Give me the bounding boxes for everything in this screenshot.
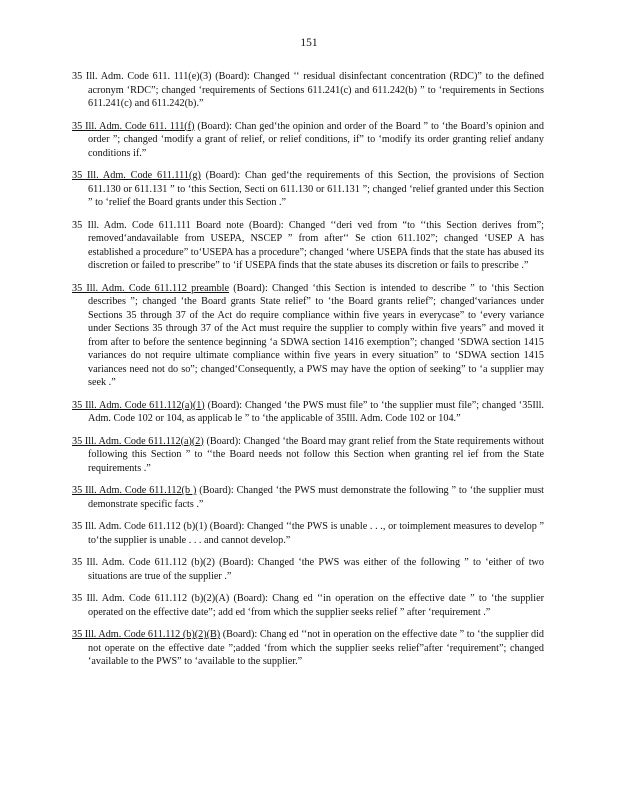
entry-citation: 35 Ill. Adm. Code 611.111(g) [72, 170, 201, 181]
list-item [72, 484, 544, 511]
entry-citation: 35 Ill. Adm. Code 611.112 (b)(2)(A) [72, 593, 230, 604]
list-item [72, 70, 544, 111]
list-item [72, 556, 544, 583]
entry-text: (Board): Changed ‘‘deri ved from “to ‘‘this Section derives from”; removed‘andavailable from USEPA, NSCEP ” from after‘‘ Se ction 611.102”; changed ‘USEP A has established a procedure” to‘USEPA has a procedure”; changed ‘where USEPA finds that the state has abused its discretion or failed to prescribe” to ‘if USEPA finds that the state abuses its discretion or fails to prescribe .” [88, 219, 544, 271]
entry-citation: 35 Ill. Adm. Code 611.112 (b)(2) [72, 557, 215, 568]
entry-text: (Board): Changed ‘the PWS must file” to ‘the supplier must file”; changed ‘35Ill. Adm. Code 102 or 104, as applicab le ” to ‘the applicable of 35Ill. Adm. Code 102 or 104.” [88, 399, 544, 424]
entry-citation: 35 Ill. Adm. Code 611.112(b ) [72, 485, 197, 496]
entry-text: (Board): Changed ‘the Board may grant relief from the State requirements without following this Section ” to ‘‘the Board needs not follow this Section when granting rel ief from the State requirements .” [88, 435, 544, 474]
entry-text: (Board): Chan ged‘the requirements of this Section, the provisions of Section 611.130 or 611.131 ” to ‘this Section, Secti on 611.130 or 611.131 ”; changed ‘relief granted under this Section ” to ‘relief the Board grants under this Section .” [88, 170, 544, 208]
entry-text: (Board): Chang ed ‘‘not in operation on the effective date ” to ‘the supplier did not operate on the effective date ”;added ‘from which the supplier seeks relief”after ‘requirement”; changed ‘available to the PWS” to ‘available to the supplier.” [88, 629, 544, 667]
entry-text: (Board): Changed ‘‘the PWS is unable . . ., or toimplement measures to develop ” to‘the supplier is unable . . . and cannot develop.” [88, 521, 544, 546]
list-item [72, 169, 544, 210]
entry-text: (Board): Changed ‘‘ residual disinfectant concentration (RDC)” to the defined acronym ‘RDC”; changed ‘requirements of Sections 611.241(c) and 611.242(b) ” to ‘requirements in Sections 611.241(c) and 611.242(b).” [88, 71, 545, 109]
list-item [72, 520, 544, 547]
entry-text: (Board): Changed ‘the PWS must demonstrate the following ” to ‘the supplier must demonstrate specific facts .” [88, 485, 545, 510]
entry-text: (Board): Changed ‘this Section is intended to describe ” to ‘this Section describes ”; changed ‘the Board grants State relief” to ‘the Board grants relief”; changed‘variances under Sections 35 through 37 of the Act do require compliance within five years in everycase” to ‘every variance under Sections 35 through 37 of the Act must require the supplier to comply within five years” and moved it from after to before the sentence beginning ‘a SDWA section 1416 exemption”; changed ‘SDWA section 1415 variances do not require ultimate compliance within five years in every situation” to ‘SDWA section 1415 variances need not do so”; changed‘Consequently, a PWS may have the option of seeking” to ‘a supplier may seek .” [88, 282, 545, 388]
entry-citation: 35 Ill. Adm. Code 611. 111(e)(3) [72, 71, 212, 82]
list-item [72, 282, 544, 390]
entry-citation: 35 Ill. Adm. Code 611.111 Board note [72, 219, 244, 231]
list-item [72, 592, 544, 619]
entry-citation: 35 Ill. Adm. Code 611.112 preamble [72, 282, 230, 294]
entry-text: (Board): Changed ‘the PWS was either of the following ” to ‘either of two situations are true of the supplier .” [88, 557, 544, 582]
list-item [72, 399, 544, 426]
list-item [72, 435, 544, 476]
list-item [72, 628, 544, 669]
entry-text: (Board): Chan ged‘the opinion and order of the Board ” to ‘the Board’s opinion and order ”; changed ‘modify a grant of relief, or relief conditions, if” to ‘modify its order granting relief andany conditions if.” [88, 120, 544, 159]
list-item [72, 120, 544, 161]
entry-citation: 35 Ill. Adm. Code 611. 111(f) [72, 120, 195, 132]
entry-citation: 35 Ill. Adm. Code 611.112 (b)(2)(B) [72, 629, 221, 640]
entry-list [72, 70, 544, 678]
entry-text: (Board): Chang ed ‘‘in operation on the effective date ” to ‘the supplier operated on the effective date”; add ed ‘from which the supplier seeks relief ” after ‘requirement .” [88, 593, 544, 618]
entry-citation: 35 Ill. Adm. Code 611.112 (b)(1) [72, 521, 208, 532]
entry-citation: 35 Ill. Adm. Code 611.112(a)(2) [72, 435, 204, 447]
page-number: 151 [300, 37, 318, 49]
list-item [72, 219, 544, 273]
entry-citation: 35 Ill. Adm. Code 611.112(a)(1) [72, 399, 205, 411]
